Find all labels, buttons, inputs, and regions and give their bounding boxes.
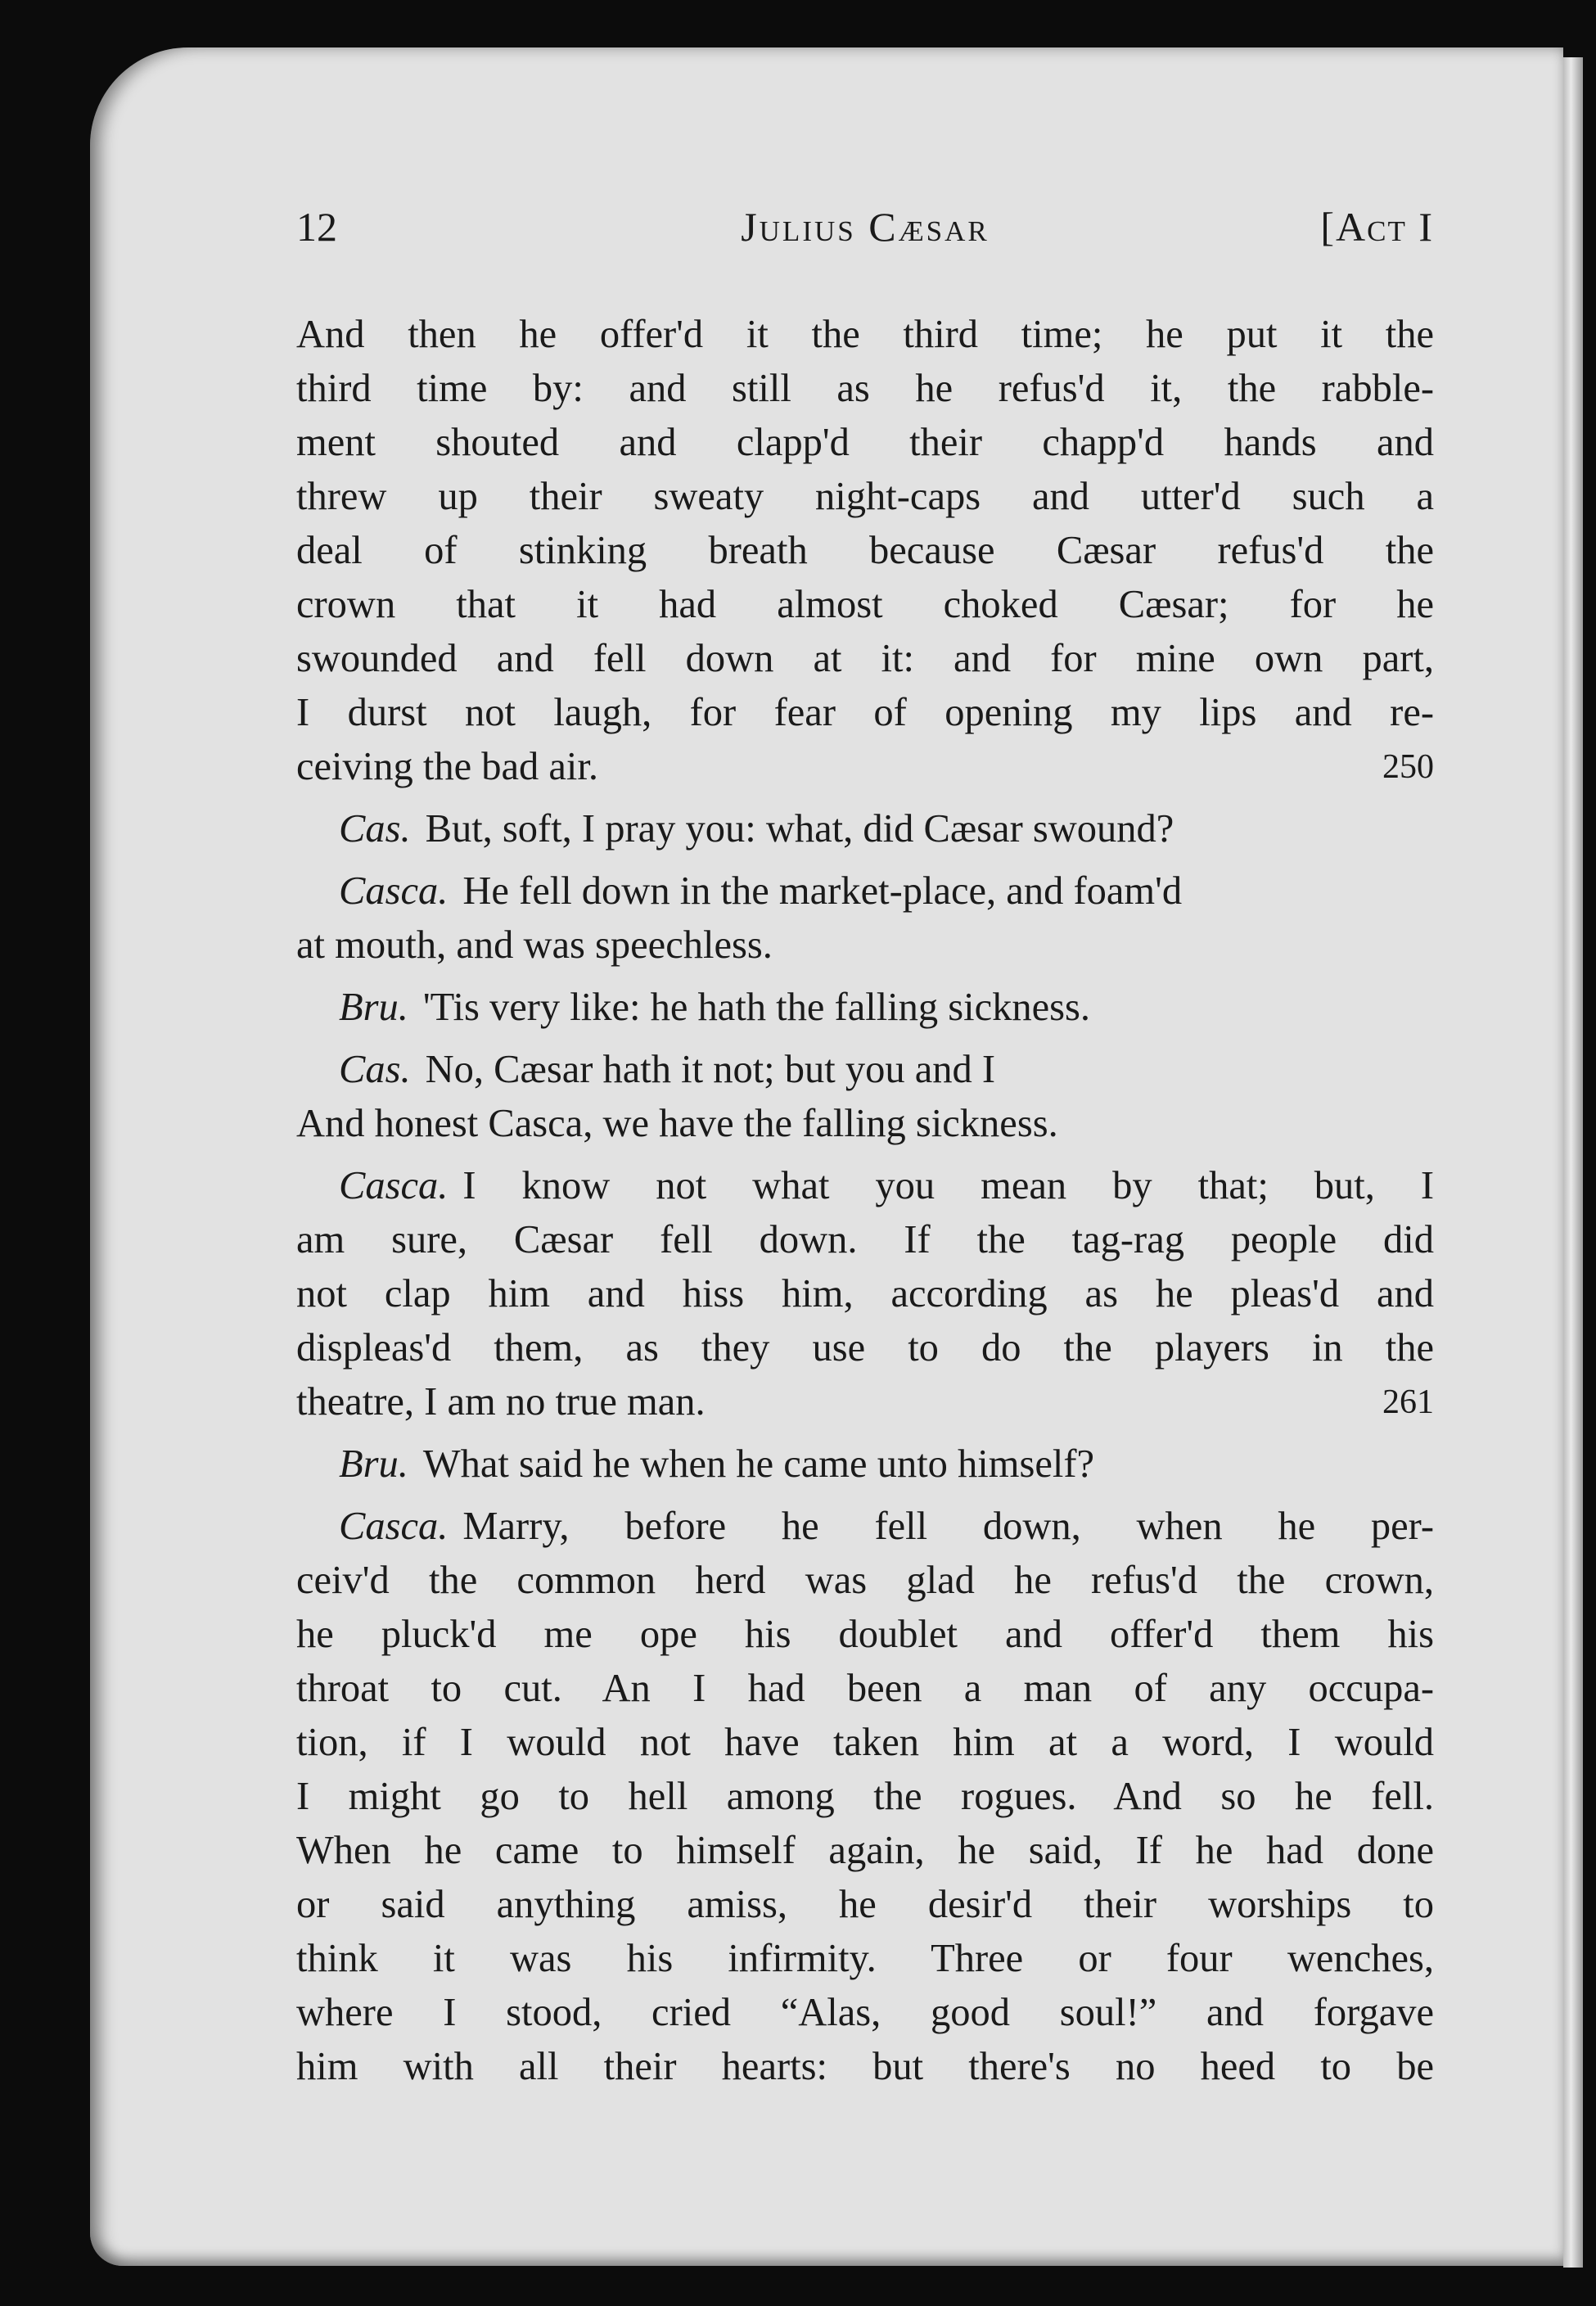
text-line xyxy=(296,802,1434,856)
text-line xyxy=(296,1267,1434,1321)
text-line xyxy=(296,686,1434,740)
text-line xyxy=(296,1375,1434,1429)
line-text: But, soft, I pray you: what, did Cæsar swound? xyxy=(425,807,1174,851)
line-text: swounded and fell down at it: and for mine own part, xyxy=(296,637,1434,680)
text-line xyxy=(296,1554,1434,1608)
line-text: ment shouted and clapp'd their chapp'd hands and xyxy=(296,421,1434,464)
line-text: am sure, Cæsar fell down. If the tag-rag people did xyxy=(296,1218,1434,1261)
text-line xyxy=(296,416,1434,470)
line-text: When he came to himself again, he said, If he had done xyxy=(296,1829,1434,1872)
line-text: I durst not laugh, for fear of opening my lips and re- xyxy=(296,691,1434,734)
text-line xyxy=(296,632,1434,686)
line-text: think it was his infirmity. Three or four wenches, xyxy=(296,1937,1434,1980)
running-head xyxy=(296,203,1434,260)
line-number: 250 xyxy=(1382,748,1434,786)
text-line xyxy=(296,1437,1434,1491)
text-line xyxy=(296,1321,1434,1375)
text-line xyxy=(296,1716,1434,1770)
speaker-name: Casca. xyxy=(339,1164,449,1207)
text-line xyxy=(296,1986,1434,2040)
page-number: 12 xyxy=(296,204,337,250)
line-text: I might go to hell among the rogues. And so he fell. xyxy=(296,1775,1434,1818)
act-label: [Act I xyxy=(1320,204,1434,250)
line-text: And honest Casca, we have the falling sickness. xyxy=(296,1102,1058,1145)
text-line xyxy=(296,1043,1434,1097)
line-text: deal of stinking breath because Cæsar refus'd the xyxy=(296,529,1434,572)
line-text: third time by: and still as he refus'd it, the rabble- xyxy=(296,367,1434,410)
speaker-name: Bru. xyxy=(339,986,408,1029)
line-text: displeas'd them, as they use to do the players in the xyxy=(296,1326,1434,1370)
text-line xyxy=(296,524,1434,578)
line-text: at mouth, and was speechless. xyxy=(296,923,773,967)
text-line xyxy=(296,1770,1434,1824)
text-line xyxy=(296,1824,1434,1878)
text-line xyxy=(296,1159,1434,1213)
speaker-name: Casca. xyxy=(339,869,449,913)
speaker-name: Cas. xyxy=(339,807,411,851)
text-line xyxy=(296,864,1434,918)
line-text: theatre, I am no true man. xyxy=(296,1380,706,1424)
text-line xyxy=(296,308,1434,362)
text-line xyxy=(296,470,1434,524)
text-line xyxy=(296,2040,1434,2094)
line-number: 261 xyxy=(1382,1383,1434,1421)
text-line xyxy=(296,1662,1434,1716)
text-line xyxy=(296,1932,1434,1986)
text-line xyxy=(296,1608,1434,1662)
line-text: I know not what you mean by that; but, I xyxy=(462,1164,1434,1207)
line-text: ceiving the bad air. xyxy=(296,745,599,788)
line-text: What said he when he came unto himself? xyxy=(422,1442,1095,1486)
page-edge xyxy=(1563,57,1583,2268)
line-text: not clap him and hiss him, according as he pleas'd and xyxy=(296,1272,1434,1315)
text-line xyxy=(296,362,1434,416)
line-text: And then he offer'd it the third time; he put it the xyxy=(296,313,1434,356)
line-text: he pluck'd me ope his doublet and offer'd them his xyxy=(296,1613,1434,1656)
line-text: him with all their hearts: but there's no heed to be xyxy=(296,2045,1434,2088)
text-line xyxy=(296,740,1434,794)
line-text: No, Cæsar hath it not; but you and I xyxy=(425,1048,996,1091)
text-line xyxy=(296,1878,1434,1932)
line-text: threw up their sweaty night-caps and utter'd such a xyxy=(296,475,1434,518)
text-line xyxy=(296,981,1434,1035)
line-text: Marry, before he fell down, when he per- xyxy=(462,1505,1434,1548)
line-text: tion, if I would not have taken him at a word, I would xyxy=(296,1721,1434,1764)
text-line xyxy=(296,918,1434,972)
text-line xyxy=(296,578,1434,632)
line-text: crown that it had almost choked Cæsar; for he xyxy=(296,583,1434,626)
line-text: where I stood, cried “Alas, good soul!” and forgave xyxy=(296,1991,1434,2034)
book-title: Julius Cæsar xyxy=(741,204,990,250)
text-line xyxy=(296,1213,1434,1267)
speaker-name: Casca. xyxy=(339,1505,449,1548)
line-text: or said anything amiss, he desir'd their worships to xyxy=(296,1883,1434,1926)
line-text: ceiv'd the common herd was glad he refus'd the crown, xyxy=(296,1559,1434,1602)
line-text: 'Tis very like: he hath the falling sickness. xyxy=(422,986,1091,1029)
text-line xyxy=(296,1500,1434,1554)
text-block xyxy=(296,308,1434,2094)
line-text: throat to cut. An I had been a man of any occupa- xyxy=(296,1667,1434,1710)
text-line xyxy=(296,1097,1434,1151)
line-text: He fell down in the market-place, and foam'd xyxy=(462,869,1183,913)
speaker-name: Cas. xyxy=(339,1048,411,1091)
speaker-name: Bru. xyxy=(339,1442,408,1486)
